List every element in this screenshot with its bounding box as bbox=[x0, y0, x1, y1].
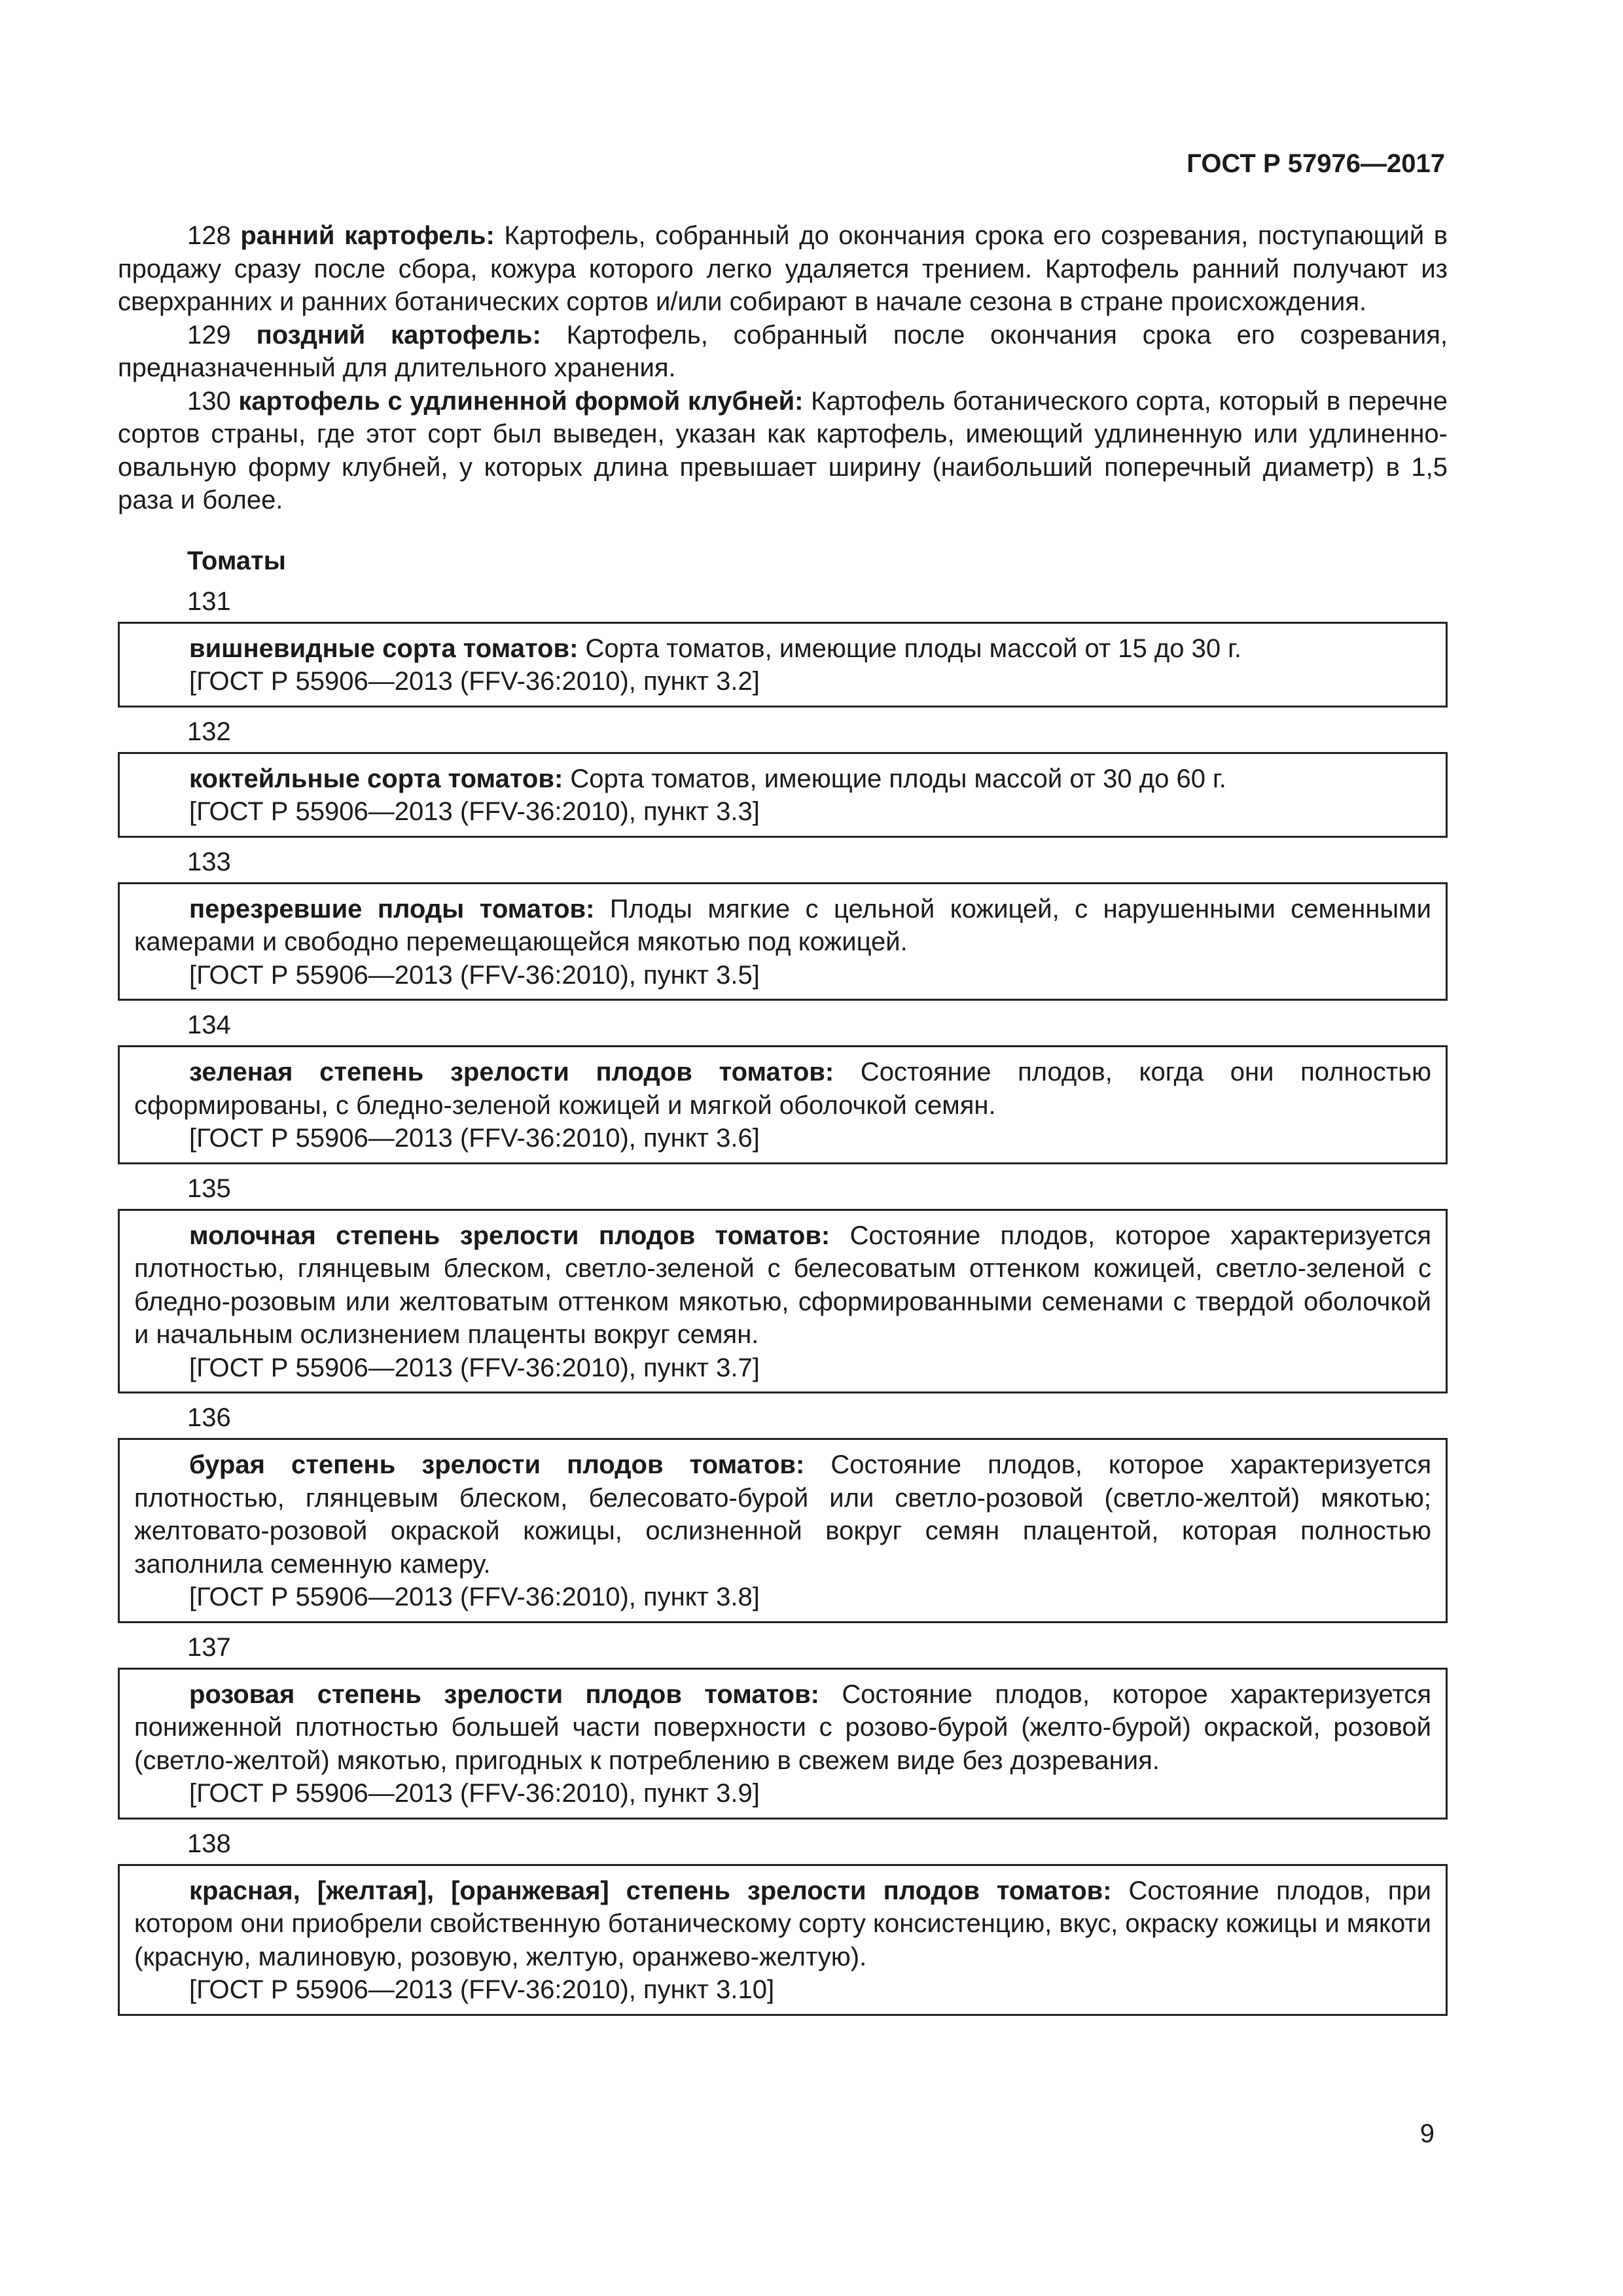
page-content bbox=[118, 219, 1448, 2020]
term-number: 130 bbox=[187, 386, 231, 416]
term-definition: Сорта томатов, имеющие плоды массой от 15 до 30 г. bbox=[585, 634, 1241, 663]
term-name: розовая степень зрелости плодов томатов: bbox=[189, 1679, 819, 1709]
term-definition: Картофель, собранный после окончания срока его созревания, предназначенный для длительного хранения. bbox=[118, 320, 1448, 382]
term-name: молочная степень зрелости плодов томатов: bbox=[189, 1221, 830, 1250]
entry-definition bbox=[134, 1219, 1431, 1352]
term-definition: Состояние плодов, которое характеризуется пониженной плотностью большей части поверхности с розово-бурой (желто-бурой) окраской, розовой (светло-желтой) мякотью, пригодных к потреблению в свежем виде без дозревания. bbox=[134, 1679, 1431, 1775]
entry-source: [ГОСТ Р 55906—2013 (FFV-36:2010), пункт 3.5] bbox=[189, 960, 760, 990]
entry-box-136 bbox=[118, 1438, 1448, 1623]
term-name: перезревшие плоды томатов: bbox=[189, 894, 595, 924]
entry-source: [ГОСТ Р 55906—2013 (FFV-36:2010), пункт 3.6] bbox=[189, 1124, 760, 1153]
term-name: зеленая степень зрелости плодов томатов: bbox=[189, 1058, 834, 1086]
term-number: 129 bbox=[187, 320, 231, 350]
paragraph-129 bbox=[118, 319, 1448, 385]
entry-definition bbox=[134, 1448, 1431, 1581]
term-name: коктейльные сорта томатов: bbox=[189, 764, 563, 793]
entry-number: 138 bbox=[187, 1829, 231, 1858]
entry-number: 135 bbox=[187, 1174, 231, 1203]
entry-box-138 bbox=[118, 1864, 1448, 2016]
entry-box-137 bbox=[118, 1668, 1448, 1820]
term-definition: Сорта томатов, имеющие плоды массой от 30 до 60 г. bbox=[570, 764, 1226, 793]
section-title: Томаты bbox=[187, 546, 286, 575]
term-definition: Картофель, собранный до окончания срока его созревания, поступающий в продажу сразу после сбора, кожура которого легко удаляется трением. Картофель ранний получают из сверхранних и ранних ботанических сортов и/или собирают в начале сезона в стране происхождения. bbox=[118, 221, 1448, 316]
entry-source: [ГОСТ Р 55906—2013 (FFV-36:2010), пункт 3.7] bbox=[189, 1353, 760, 1382]
entry-definition bbox=[134, 632, 1431, 666]
entry-definition bbox=[134, 762, 1431, 796]
term-name: вишневидные сорта томатов: bbox=[189, 634, 579, 663]
paragraph-128 bbox=[118, 219, 1448, 319]
entry-number: 132 bbox=[187, 717, 231, 746]
term-definition: Состояние плодов, которое характеризуется плотностью, глянцевым блеском, белесовато-бурой или светло-розовой (светло-желтой) мякотью; желтовато-розовой окраской кожицы, ослизненной вокруг семян плацентой, которая полностью заполнила семенную камеру. bbox=[134, 1450, 1432, 1579]
entry-number: 136 bbox=[187, 1403, 231, 1432]
paragraph-130 bbox=[118, 385, 1448, 517]
entry-number: 133 bbox=[187, 847, 231, 876]
entry-number: 134 bbox=[187, 1011, 231, 1039]
entry-source: [ГОСТ Р 55906—2013 (FFV-36:2010), пункт 3.3] bbox=[189, 797, 760, 826]
document-header: ГОСТ Р 57976—2017 bbox=[1186, 149, 1445, 178]
entry-number: 137 bbox=[187, 1632, 231, 1662]
entry-definition bbox=[134, 1678, 1431, 1778]
page-number: 9 bbox=[1419, 2119, 1435, 2148]
entry-box-133 bbox=[118, 882, 1448, 1001]
term-name: красная, [желтая], [оранжевая] степень зрелости плодов томатов: bbox=[189, 1876, 1112, 1905]
term-definition: Плоды мягкие с цельной кожицей, с нарушенными семенными камерами и свободно перемещающейся мякотью под кожицей. bbox=[134, 894, 1432, 956]
entry-definition bbox=[134, 893, 1431, 959]
term-name: картофель с удлиненной формой клубней: bbox=[238, 386, 804, 416]
term-definition: Картофель ботанического сорта, который в перечне сортов страны, где этот сорт был выведен, указан как картофель, имеющий удлиненную или удлиненно-овальную форму клубней, у которых длина превышает ширину (наибольший поперечный диаметр) в 1,5 раза и более. bbox=[118, 386, 1448, 514]
entry-source: [ГОСТ Р 55906—2013 (FFV-36:2010), пункт 3.8] bbox=[189, 1583, 760, 1611]
term-number: 128 bbox=[187, 221, 231, 250]
term-name: ранний картофель: bbox=[240, 221, 495, 250]
entry-box-135 bbox=[118, 1209, 1448, 1394]
term-definition: Состояние плодов, которое характеризуется плотностью, глянцевым блеском, светло-зеленой с белесоватым оттенком кожицей, светло-зеленой с бледно-розовым или желтоватым оттенком мякотью, сформированными семенами с твердой оболочкой и начальным ослизнением плаценты вокруг семян. bbox=[134, 1221, 1431, 1349]
term-definition: Состояние плодов, при котором они приобрели свойственную ботаническому сорту консистенцию, вкус, окраску кожицы и мякоти (красную, малиновую, розовую, желтую, оранжево-желтую). bbox=[134, 1876, 1431, 1971]
entry-box-132 bbox=[118, 752, 1448, 838]
term-name: поздний картофель: bbox=[256, 320, 541, 350]
entry-definition bbox=[134, 1056, 1431, 1122]
entry-definition bbox=[134, 1874, 1431, 1974]
entry-number: 131 bbox=[187, 586, 231, 616]
entry-source: [ГОСТ Р 55906—2013 (FFV-36:2010), пункт 3.9] bbox=[189, 1779, 760, 1808]
entry-source: [ГОСТ Р 55906—2013 (FFV-36:2010), пункт 3.10] bbox=[189, 1975, 775, 2004]
entry-box-131 bbox=[118, 622, 1448, 708]
entry-source: [ГОСТ Р 55906—2013 (FFV-36:2010), пункт 3.2] bbox=[189, 667, 760, 696]
entry-box-134 bbox=[118, 1045, 1448, 1164]
term-name: бурая степень зрелости плодов томатов: bbox=[189, 1450, 805, 1479]
term-definition: Состояние плодов, когда они полностью сформированы, с бледно-зеленой кожицей и мягкой оболочкой семян. bbox=[134, 1058, 1431, 1120]
